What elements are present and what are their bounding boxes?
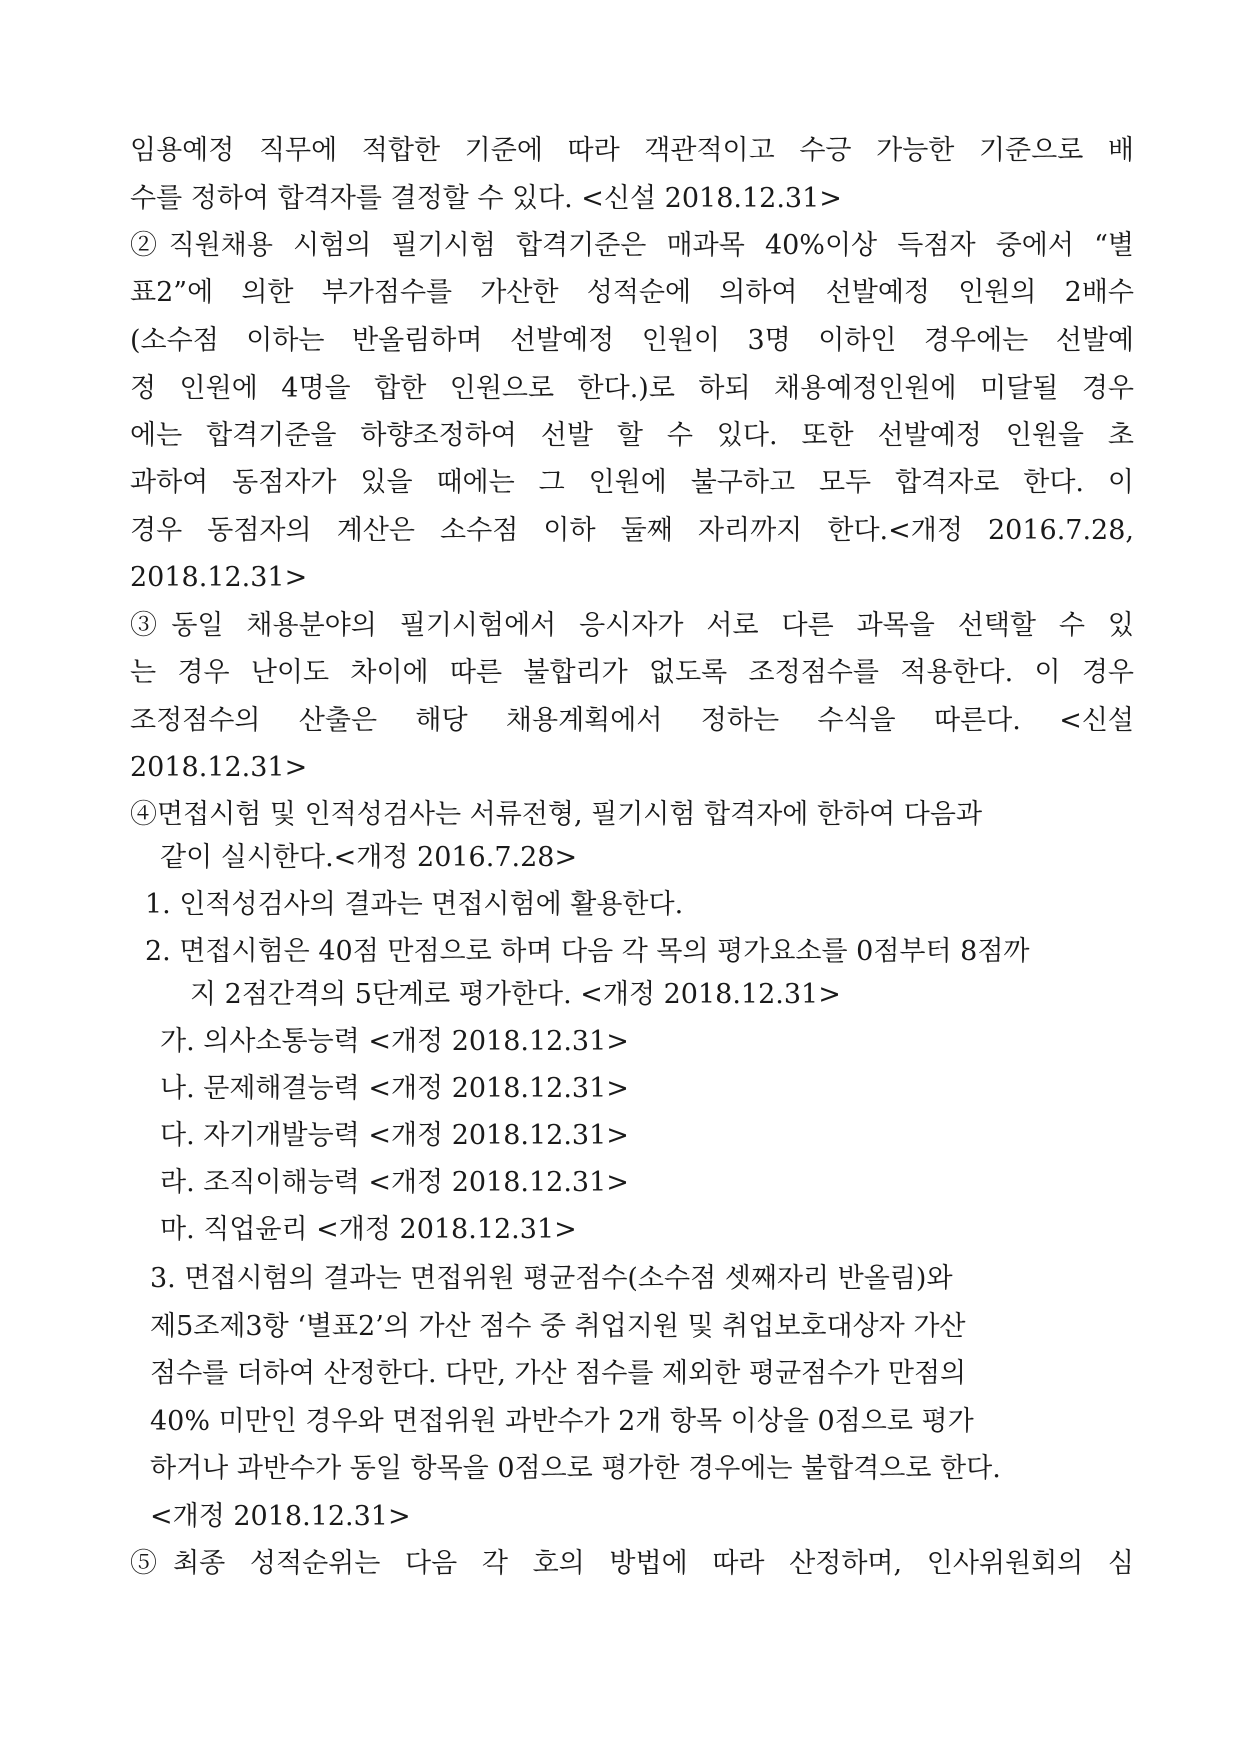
list-item: 2. 면접시험은 40점 만점으로 하며 다음 각 목의 평가요소를 0점부터 8점까: [145, 936, 1030, 967]
paragraph-5-line: ⑤최종 성적순위는 다음 각 호의 방법에 따라 산정하며, 인사위원회의 심: [130, 1548, 1134, 1579]
text-line: 임용예정 직무에 적합한 기준에 따라 객관적이고 수긍 가능한 기준으로 배: [130, 135, 1134, 166]
sub-item: 마. 직업윤리 <개정 2018.12.31>: [160, 1214, 577, 1245]
text-line: 40% 미만인 경우와 면접위원 과반수가 2개 항목 이상을 0점으로 평가: [150, 1406, 974, 1437]
text-line: 제5조제3항 ‘별표2’의 가산 점수 중 취업지원 및 취업보호대상자 가산: [150, 1311, 966, 1342]
text-line: 같이 실시한다.<개정 2016.7.28>: [160, 842, 578, 873]
text-line: 조정점수의 산출은 해당 채용계획에서 정하는 수식을 따른다. <신설: [130, 705, 1134, 736]
text-line: 는 경우 난이도 차이에 따른 불합리가 없도록 조정점수를 적용한다. 이 경우: [130, 657, 1134, 688]
paragraph-3-line: ③동일 채용분야의 필기시험에서 응시자가 서로 다른 과목을 선택할 수 있: [130, 610, 1134, 641]
list-item: 1. 인적성검사의 결과는 면접시험에 활용한다.: [145, 889, 684, 920]
text-line: <개정 2018.12.31>: [150, 1501, 411, 1532]
sub-item: 가. 의사소통능력 <개정 2018.12.31>: [160, 1026, 629, 1057]
text-line: (소수점 이하는 반올림하며 선발예정 인원이 3명 이하인 경우에는 선발예: [130, 325, 1134, 356]
paragraph-2-line: ②직원채용 시험의 필기시험 합격기준은 매과목 40%이상 득점자 중에서 “별: [130, 230, 1134, 261]
text-line: 수를 정하여 합격자를 결정할 수 있다. <신설 2018.12.31>: [130, 183, 842, 214]
text-line: 점수를 더하여 산정한다. 다만, 가산 점수를 제외한 평균점수가 만점의: [150, 1358, 967, 1389]
text-line: 과하여 동점자가 있을 때에는 그 인원에 불구하고 모두 합격자로 한다. 이: [130, 467, 1134, 498]
sub-item: 나. 문제해결능력 <개정 2018.12.31>: [160, 1073, 629, 1104]
text-line: 표2”에 의한 부가점수를 가산한 성적순에 의하여 선발예정 인원의 2배수: [130, 277, 1134, 308]
text-line: 경우 동점자의 계산은 소수점 이하 둘째 자리까지 한다.<개정 2016.7.28,: [130, 515, 1134, 546]
text-line: 하거나 과반수가 동일 항목을 0점으로 평가한 경우에는 불합격으로 한다.: [150, 1453, 1001, 1484]
sub-item: 다. 자기개발능력 <개정 2018.12.31>: [160, 1120, 629, 1151]
text-line: 2018.12.31>: [130, 562, 308, 593]
text-line: 지 2점간격의 5단계로 평가한다. <개정 2018.12.31>: [190, 979, 841, 1010]
sub-item: 라. 조직이해능력 <개정 2018.12.31>: [160, 1167, 629, 1198]
text-line: 2018.12.31>: [130, 752, 308, 783]
text-line: 정 인원에 4명을 합한 인원으로 한다.)로 하되 채용예정인원에 미달될 경우: [130, 373, 1134, 404]
paragraph-4-line: ④면접시험 및 인적성검사는 서류전형, 필기시험 합격자에 한하여 다음과: [130, 799, 983, 830]
text-line: 에는 합격기준을 하향조정하여 선발 할 수 있다. 또한 선발예정 인원을 초: [130, 420, 1134, 451]
list-item: 3. 면접시험의 결과는 면접위원 평균점수(소수점 셋째자리 반올림)와: [150, 1263, 953, 1294]
